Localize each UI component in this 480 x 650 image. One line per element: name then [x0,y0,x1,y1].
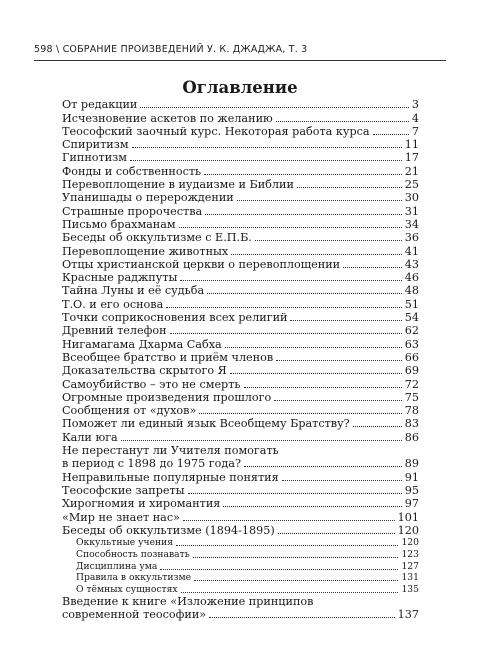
toc-entry [62,138,419,151]
toc-entry-page: 95 [404,483,419,497]
toc-leader-dots [140,107,409,108]
toc-leader-dots [132,147,402,148]
toc-entry-page: 43 [404,257,419,271]
toc-entry-page: 7 [411,124,419,138]
toc-entry [62,583,419,595]
toc-leader-dots [207,293,402,294]
toc-entry-page: 46 [404,271,419,285]
toc-entry-title: Оккультные учения [76,537,174,549]
toc-leader-dots [297,187,402,188]
toc-entry-title: Точки соприкосновения всех религий [62,311,288,325]
toc-entry-page: 54 [404,311,419,325]
toc-entry-page: 3 [411,98,419,112]
toc-leader-dots [194,580,398,581]
toc-entry [62,417,419,430]
header-rule [34,60,446,61]
toc-leader-dots [290,320,401,321]
toc-entry-title: Кали юга [62,430,118,444]
toc-entry-title: Красные раджпуты [62,271,178,285]
toc-entry-page: 25 [404,178,419,192]
toc-entry [62,151,419,164]
toc-entry [62,497,419,510]
toc-entry-title: Сообщения от «духов» [62,404,197,418]
toc-entry-title: в период с 1898 до 1975 года? [62,457,241,471]
toc-entry-title: Отцы христианской церкви о перевоплощении [62,257,341,271]
toc-entry-title: Поможет ли единый язык Всеобщему Братству? [62,417,350,431]
toc-entry [62,311,419,324]
toc-entry-title: Письмо брахманам [62,217,176,231]
toc-entry-title: Тайна Луны и её судьба [62,284,205,298]
toc-entry-title: О тёмных сущностях [76,583,178,595]
toc-entry-page: 34 [404,217,419,231]
toc-entry-title: Нигамагама Дхарма Сабха [62,337,222,351]
toc-entry-title: Неправильные популярные понятия [62,470,279,484]
toc-entry [62,608,419,621]
toc-leader-dots [278,533,395,534]
toc-entry [62,244,419,257]
toc-entry-title: Дисциплина ума [76,560,158,572]
toc-entry-title: Правила в оккультизме [76,572,192,584]
toc-leader-dots [230,373,402,374]
toc-entry-page: 69 [404,364,419,378]
toc-leader-dots [244,387,402,388]
toc-leader-dots [276,121,409,122]
running-header: 598 \ СОБРАНИЕ ПРОИЗВЕДЕНИЙ У. К. ДЖАДЖА, Т. 3 [34,44,308,55]
toc-entry-page: 17 [404,151,419,165]
toc-entry-page: 89 [404,457,419,471]
toc-leader-dots [255,240,402,241]
toc-entry-page: 91 [404,470,419,484]
toc-leader-dots [237,200,402,201]
toc-entry-page: 135 [401,583,419,595]
toc-leader-dots [183,520,395,521]
toc-leader-dots [373,134,409,135]
toc-leader-dots [223,506,401,507]
toc-entry-page: 36 [404,231,419,245]
toc-entry-title: Теософский заочный курс. Некоторая работа курса [62,124,370,138]
toc-leader-dots [160,569,398,570]
toc-entry-page: 4 [411,111,419,125]
toc-entry [62,297,419,310]
toc-leader-dots [244,466,402,467]
toc-entry-page: 127 [401,560,419,572]
toc-entry-page: 101 [397,510,419,524]
toc-entry-title: Самоубийство – это не смерть [62,377,241,391]
toc-entry-title: Огромные произведения прошлого [62,390,272,404]
toc-entry-page: 63 [404,337,419,351]
toc-entry-page: 11 [404,138,419,152]
toc-entry [62,284,419,297]
toc-entry [62,404,419,417]
toc-entry-title: Всеобщее братство и приём членов [62,350,274,364]
toc-entry-page: 120 [397,523,419,537]
toc-entry-title: Упанишады о перерождении [62,191,234,205]
toc-entry [62,204,419,217]
toc-entry [62,258,419,271]
toc-entry-title: Введение к книге «Изложение принципов [62,595,314,609]
toc-entry [62,524,419,537]
toc-entry [62,324,419,337]
toc-entry-page: 78 [404,404,419,418]
toc-entry-page: 72 [404,377,419,391]
toc-entry [62,484,419,497]
toc-entry-page: 21 [404,164,419,178]
toc-leader-dots [343,267,402,268]
toc-entry [62,572,419,584]
toc-leader-dots [130,160,402,161]
toc-entry-page: 137 [397,608,419,622]
toc-entry-page: 30 [404,191,419,205]
toc-leader-dots [204,174,402,175]
toc-entry-page: 131 [401,572,419,584]
toc-entry-title: Перевоплощение в иудаизме и Библии [62,178,294,192]
table-of-contents [62,98,419,621]
toc-entry [62,191,419,204]
toc-entry [62,231,419,244]
toc-leader-dots [176,545,398,546]
toc-entry [62,377,419,390]
toc-leader-dots [225,347,402,348]
toc-entry-title: Фонды и собственность [62,164,202,178]
toc-entry [62,351,419,364]
toc-entry-title: Беседы об оккультизме с Е.П.Б. [62,231,252,245]
toc-leader-dots [353,426,402,427]
toc-entry [62,537,419,549]
toc-entry [62,560,419,572]
toc-entry [62,178,419,191]
toc-entry-page: 51 [404,297,419,311]
toc-entry-title: Т.О. и его основа [62,297,164,311]
toc-leader-dots [209,617,395,618]
toc-entry-title: Древний телефон [62,324,167,338]
toc-leader-dots [276,360,402,361]
toc-entry [62,444,419,457]
toc-entry [62,271,419,284]
toc-entry [62,125,419,138]
toc-leader-dots [180,280,401,281]
toc-entry-page: 48 [404,284,419,298]
toc-entry-title: современной теософии» [62,608,207,622]
toc-entry-title: Теософские запреты [62,483,185,497]
toc-entry-title: Спиритизм [62,138,129,152]
toc-entry [62,98,419,111]
toc-entry-page: 120 [401,537,419,549]
toc-leader-dots [282,480,402,481]
toc-entry-page: 86 [404,430,419,444]
toc-entry [62,164,419,177]
toc-leader-dots [121,440,402,441]
toc-entry [62,111,419,124]
toc-entry [62,391,419,404]
toc-entry-page: 41 [404,244,419,258]
toc-entry [62,510,419,523]
toc-entry [62,548,419,560]
toc-entry-page: 66 [404,350,419,364]
toc-entry [62,218,419,231]
toc-entry [62,457,419,470]
toc-entry-page: 97 [404,497,419,511]
toc-entry-page: 62 [404,324,419,338]
toc-entry-title: Перевоплощение животных [62,244,229,258]
toc-leader-dots [181,592,399,593]
toc-entry [62,364,419,377]
toc-entry [62,595,419,608]
toc-entry-page: 83 [404,417,419,431]
toc-leader-dots [231,254,402,255]
toc-leader-dots [193,557,399,558]
toc-leader-dots [199,413,401,414]
toc-entry-title: Хирогномия и хиромантия [62,497,221,511]
toc-leader-dots [188,493,402,494]
toc-entry-title: Доказательства скрытого Я [62,364,227,378]
toc-entry-title: От редакции [62,98,138,112]
page-title: Оглавление [182,78,298,97]
toc-entry-title: Не перестанут ли Учителя помогать [62,444,279,458]
toc-leader-dots [274,400,402,401]
toc-leader-dots [170,333,402,334]
toc-entry-page: 123 [401,548,419,560]
toc-entry-title: «Мир не знает нас» [62,510,180,524]
toc-entry-title: Беседы об оккультизме (1894-1895) [62,523,275,537]
toc-entry-page: 31 [404,204,419,218]
toc-entry-page: 75 [404,390,419,404]
toc-entry-title: Страшные пророчества [62,204,203,218]
toc-entry-title: Исчезновение аскетов по желанию [62,111,273,125]
toc-leader-dots [205,214,402,215]
toc-entry-title: Гипнотизм [62,151,127,165]
toc-entry [62,430,419,443]
toc-leader-dots [179,227,402,228]
toc-entry [62,337,419,350]
toc-leader-dots [166,307,401,308]
toc-entry-title: Способность познавать [76,548,190,560]
toc-entry [62,470,419,483]
